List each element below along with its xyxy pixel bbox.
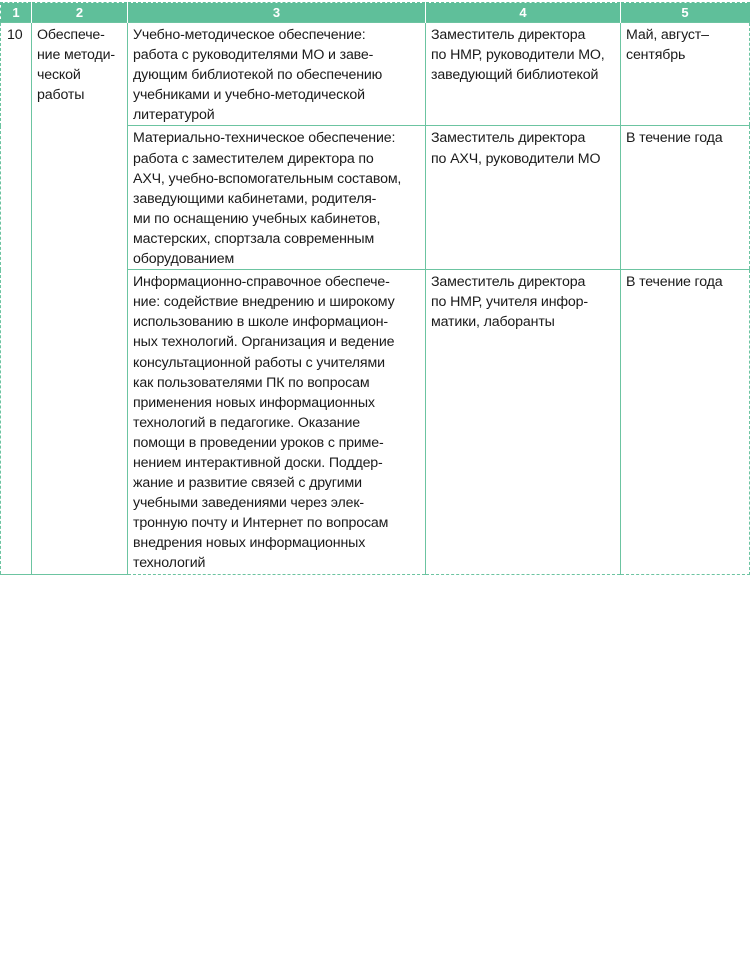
row-number: 10 <box>7 27 23 43</box>
content-line: заведующими кабинетами, родителя- <box>133 190 377 207</box>
responsible-line: по НМР, руководители МО, <box>431 47 605 64</box>
timing-cell <box>621 126 750 270</box>
content-line: мастерских, спортзала современным <box>133 230 375 247</box>
timing-line: В течение года <box>626 130 723 147</box>
content-line: применения новых информационных <box>133 394 375 411</box>
column-header-4: 4 <box>426 3 621 23</box>
direction-line: ческой <box>37 67 81 84</box>
content-line: ных технологий. Организация и ведение <box>133 334 395 351</box>
timing-cell <box>621 23 750 126</box>
content-line: внедрения новых информационных <box>133 535 366 552</box>
content-line: ми по оснащению учебных кабинетов, <box>133 210 381 227</box>
row-number-cell <box>1 23 32 575</box>
responsible-line: заведующий библиотекой <box>431 67 599 84</box>
content-line: учебными заведениями через элек- <box>133 495 365 512</box>
content-cell <box>128 270 426 575</box>
content-line: использованию в школе информацион- <box>133 314 388 331</box>
timing-cell <box>621 270 750 575</box>
content-line: Материально-техническое обеспечение: <box>133 130 396 147</box>
content-line: дующим библиотекой по обеспечению <box>133 67 383 84</box>
direction-cell <box>32 23 128 575</box>
direction-line: Обеспече- <box>37 27 105 43</box>
timing-line: Май, август– <box>626 27 709 43</box>
responsible-line: по АХЧ, руководители МО <box>431 150 601 167</box>
content-line: помощи в проведении уроков с приме- <box>133 434 384 451</box>
content-line: технологий в педагогике. Оказание <box>133 414 361 431</box>
content-line: работа с заместителем директора по <box>133 150 374 167</box>
direction-line: ние методи- <box>37 47 115 64</box>
responsible-cell <box>426 126 621 270</box>
content-line: учебниками и учебно-методической <box>133 87 365 104</box>
content-line: жание и развитие связей с другими <box>133 475 362 492</box>
direction-line: работы <box>37 87 85 104</box>
column-header-1: 1 <box>1 3 32 23</box>
content-line: Информационно-справочное обеспече- <box>133 274 390 291</box>
content-line: работа с руководителями МО и заве- <box>133 47 374 64</box>
responsible-cell <box>426 23 621 126</box>
content-line: технологий <box>133 555 206 572</box>
content-line: как пользователями ПК по вопросам <box>133 374 370 391</box>
responsible-line: Заместитель директора <box>431 274 586 291</box>
plan-table <box>0 2 750 575</box>
timing-line: В течение года <box>626 274 723 291</box>
content-line: консультационной работы с учителями <box>133 354 385 371</box>
content-line: Учебно-методическое обеспечение: <box>133 27 366 43</box>
column-header-3: 3 <box>128 3 426 23</box>
table-row <box>1 23 750 126</box>
content-line: оборудованием <box>133 251 235 268</box>
responsible-line: Заместитель директора <box>431 27 586 43</box>
responsible-cell <box>426 270 621 575</box>
responsible-line: Заместитель директора <box>431 130 586 147</box>
content-line: нением интерактивной доски. Поддер- <box>133 454 383 471</box>
responsible-line: по НМР, учителя инфор- <box>431 294 588 311</box>
content-cell <box>128 23 426 126</box>
responsible-line: матики, лаборанты <box>431 314 555 331</box>
content-line: тронную почту и Интернет по вопросам <box>133 515 389 532</box>
column-header-5: 5 <box>621 3 750 23</box>
timing-line: сентябрь <box>626 47 686 64</box>
content-line: литературой <box>133 107 215 124</box>
header-row <box>1 3 750 23</box>
content-cell <box>128 126 426 270</box>
column-header-2: 2 <box>32 3 128 23</box>
content-line: АХЧ, учебно-вспомогательным составом, <box>133 170 402 187</box>
content-line: ние: содействие внедрению и широкому <box>133 294 395 311</box>
